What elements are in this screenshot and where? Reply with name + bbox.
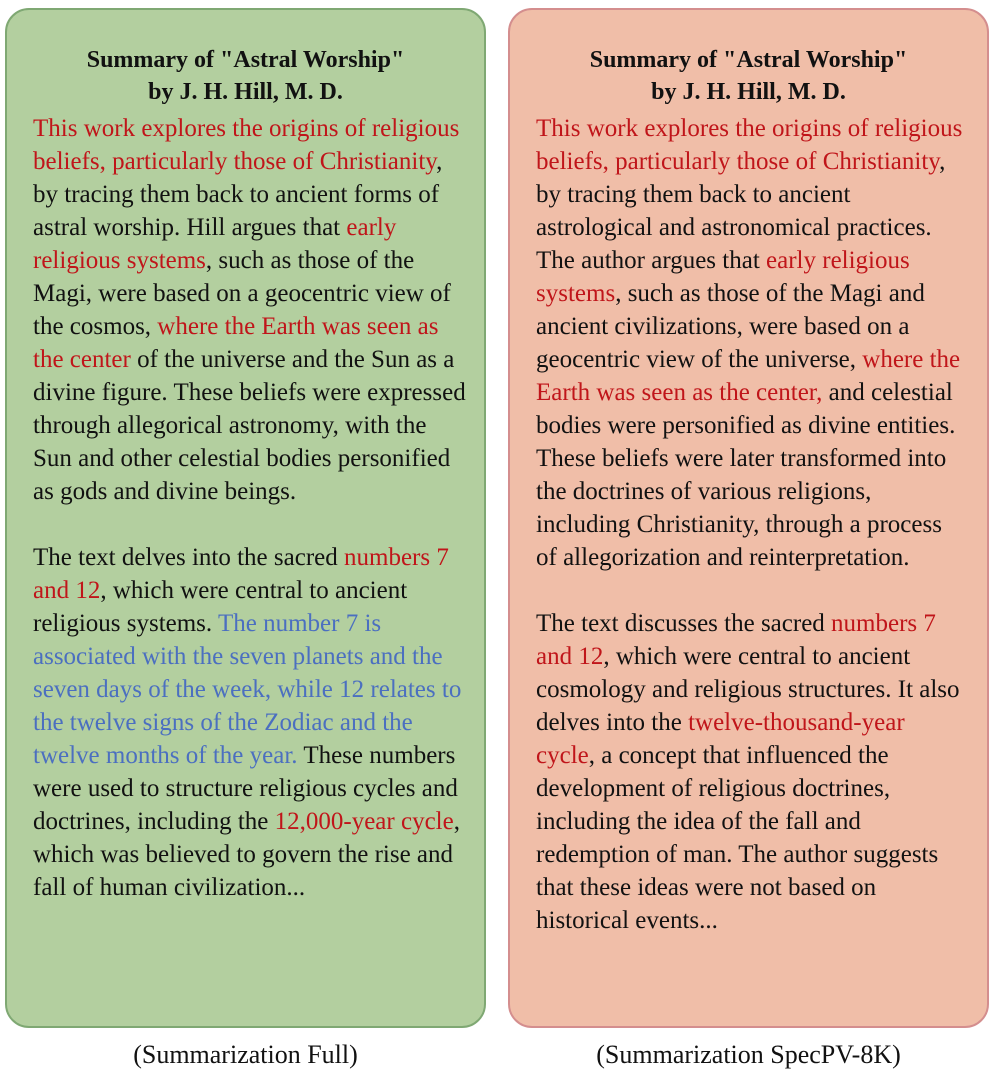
text-span: , such as those of the Magi and ancient civilizations, were based on a geocentric view of the universe, — [536, 280, 925, 373]
paragraph-2 — [536, 607, 969, 937]
title-line-2: by J. H. Hill, M. D. — [148, 79, 343, 105]
title-line-1: Summary of "Astral Worship" — [589, 47, 908, 73]
title-line-1: Summary of "Astral Worship" — [86, 47, 405, 73]
text-span: , such as those of the Magi, were based on a geocentric view of the cosmos, — [33, 247, 451, 340]
summary-panel-specpv — [508, 8, 989, 1028]
summary-body — [33, 112, 466, 937]
text-span: , which were central to ancient cosmology and religious structures. It also delves into the — [536, 643, 960, 736]
text-span: and celestial bodies were personified as divine entities. These beliefs were later transformed into the doctrines of various religions, including Christianity, through a process of allegorization and reinterpretation. — [536, 379, 956, 571]
highlight-origins: This work explores the origins of religious beliefs, particularly those of Christianity — [536, 115, 963, 175]
summary-body — [536, 112, 969, 970]
text-span: , a concept that influenced the development of religious doctrines, including the idea of the fall and redemption of man. The author suggests that these ideas were not based on historical events... — [536, 742, 939, 934]
paragraph-1 — [33, 112, 466, 508]
highlight-origins: This work explores the origins of religious beliefs, particularly those of Christianity — [33, 115, 460, 175]
panel-title — [510, 44, 987, 108]
highlight-cycle: twelve-thousand-year cycle — [536, 709, 905, 769]
text-span: , which were central to ancient religious systems. — [33, 577, 408, 637]
highlight-numbers: numbers 7 and 12 — [33, 544, 449, 604]
highlight-numbers: numbers 7 and 12 — [536, 610, 936, 670]
text-span: The text delves into the sacred — [33, 544, 344, 571]
highlight-cycle: 12,000-year cycle — [274, 808, 454, 835]
highlight-early-systems: early religious systems — [33, 214, 397, 274]
highlight-earth-center: where the Earth was seen as the center, — [536, 346, 961, 406]
paragraph-1 — [536, 112, 969, 574]
text-span: , by tracing them back to ancient astrological and astronomical practices. The author argues that — [536, 148, 946, 274]
title-line-2: by J. H. Hill, M. D. — [651, 79, 846, 105]
caption-full: (Summarization Full) — [133, 1040, 358, 1069]
paragraph-2 — [33, 541, 466, 904]
highlight-early-systems: early religious systems — [536, 247, 910, 307]
highlight-blue-detail: The number 7 is associated with the seven planets and the seven days of the week, while 12 relates to the twelve signs of the Zodiac and the twelve months of the year. — [33, 610, 462, 769]
panel-title — [7, 44, 484, 108]
text-span: of the universe and the Sun as a divine figure. These beliefs were expressed through allegorical astronomy, with the Sun and other celestial bodies personified as gods and divine beings. — [33, 346, 466, 505]
text-span: These numbers were used to structure religious cycles and doctrines, including the — [33, 742, 458, 835]
text-span: The text discusses the sacred — [536, 610, 832, 637]
caption-specpv: (Summarization SpecPV-8K) — [596, 1040, 901, 1069]
text-span: , by tracing them back to ancient forms of astral worship. Hill argues that — [33, 148, 443, 241]
highlight-earth-center: where the Earth was seen as the center — [33, 313, 439, 373]
summary-panel-full — [5, 8, 486, 1028]
text-span: , which was believed to govern the rise and fall of human civilization... — [33, 808, 460, 901]
